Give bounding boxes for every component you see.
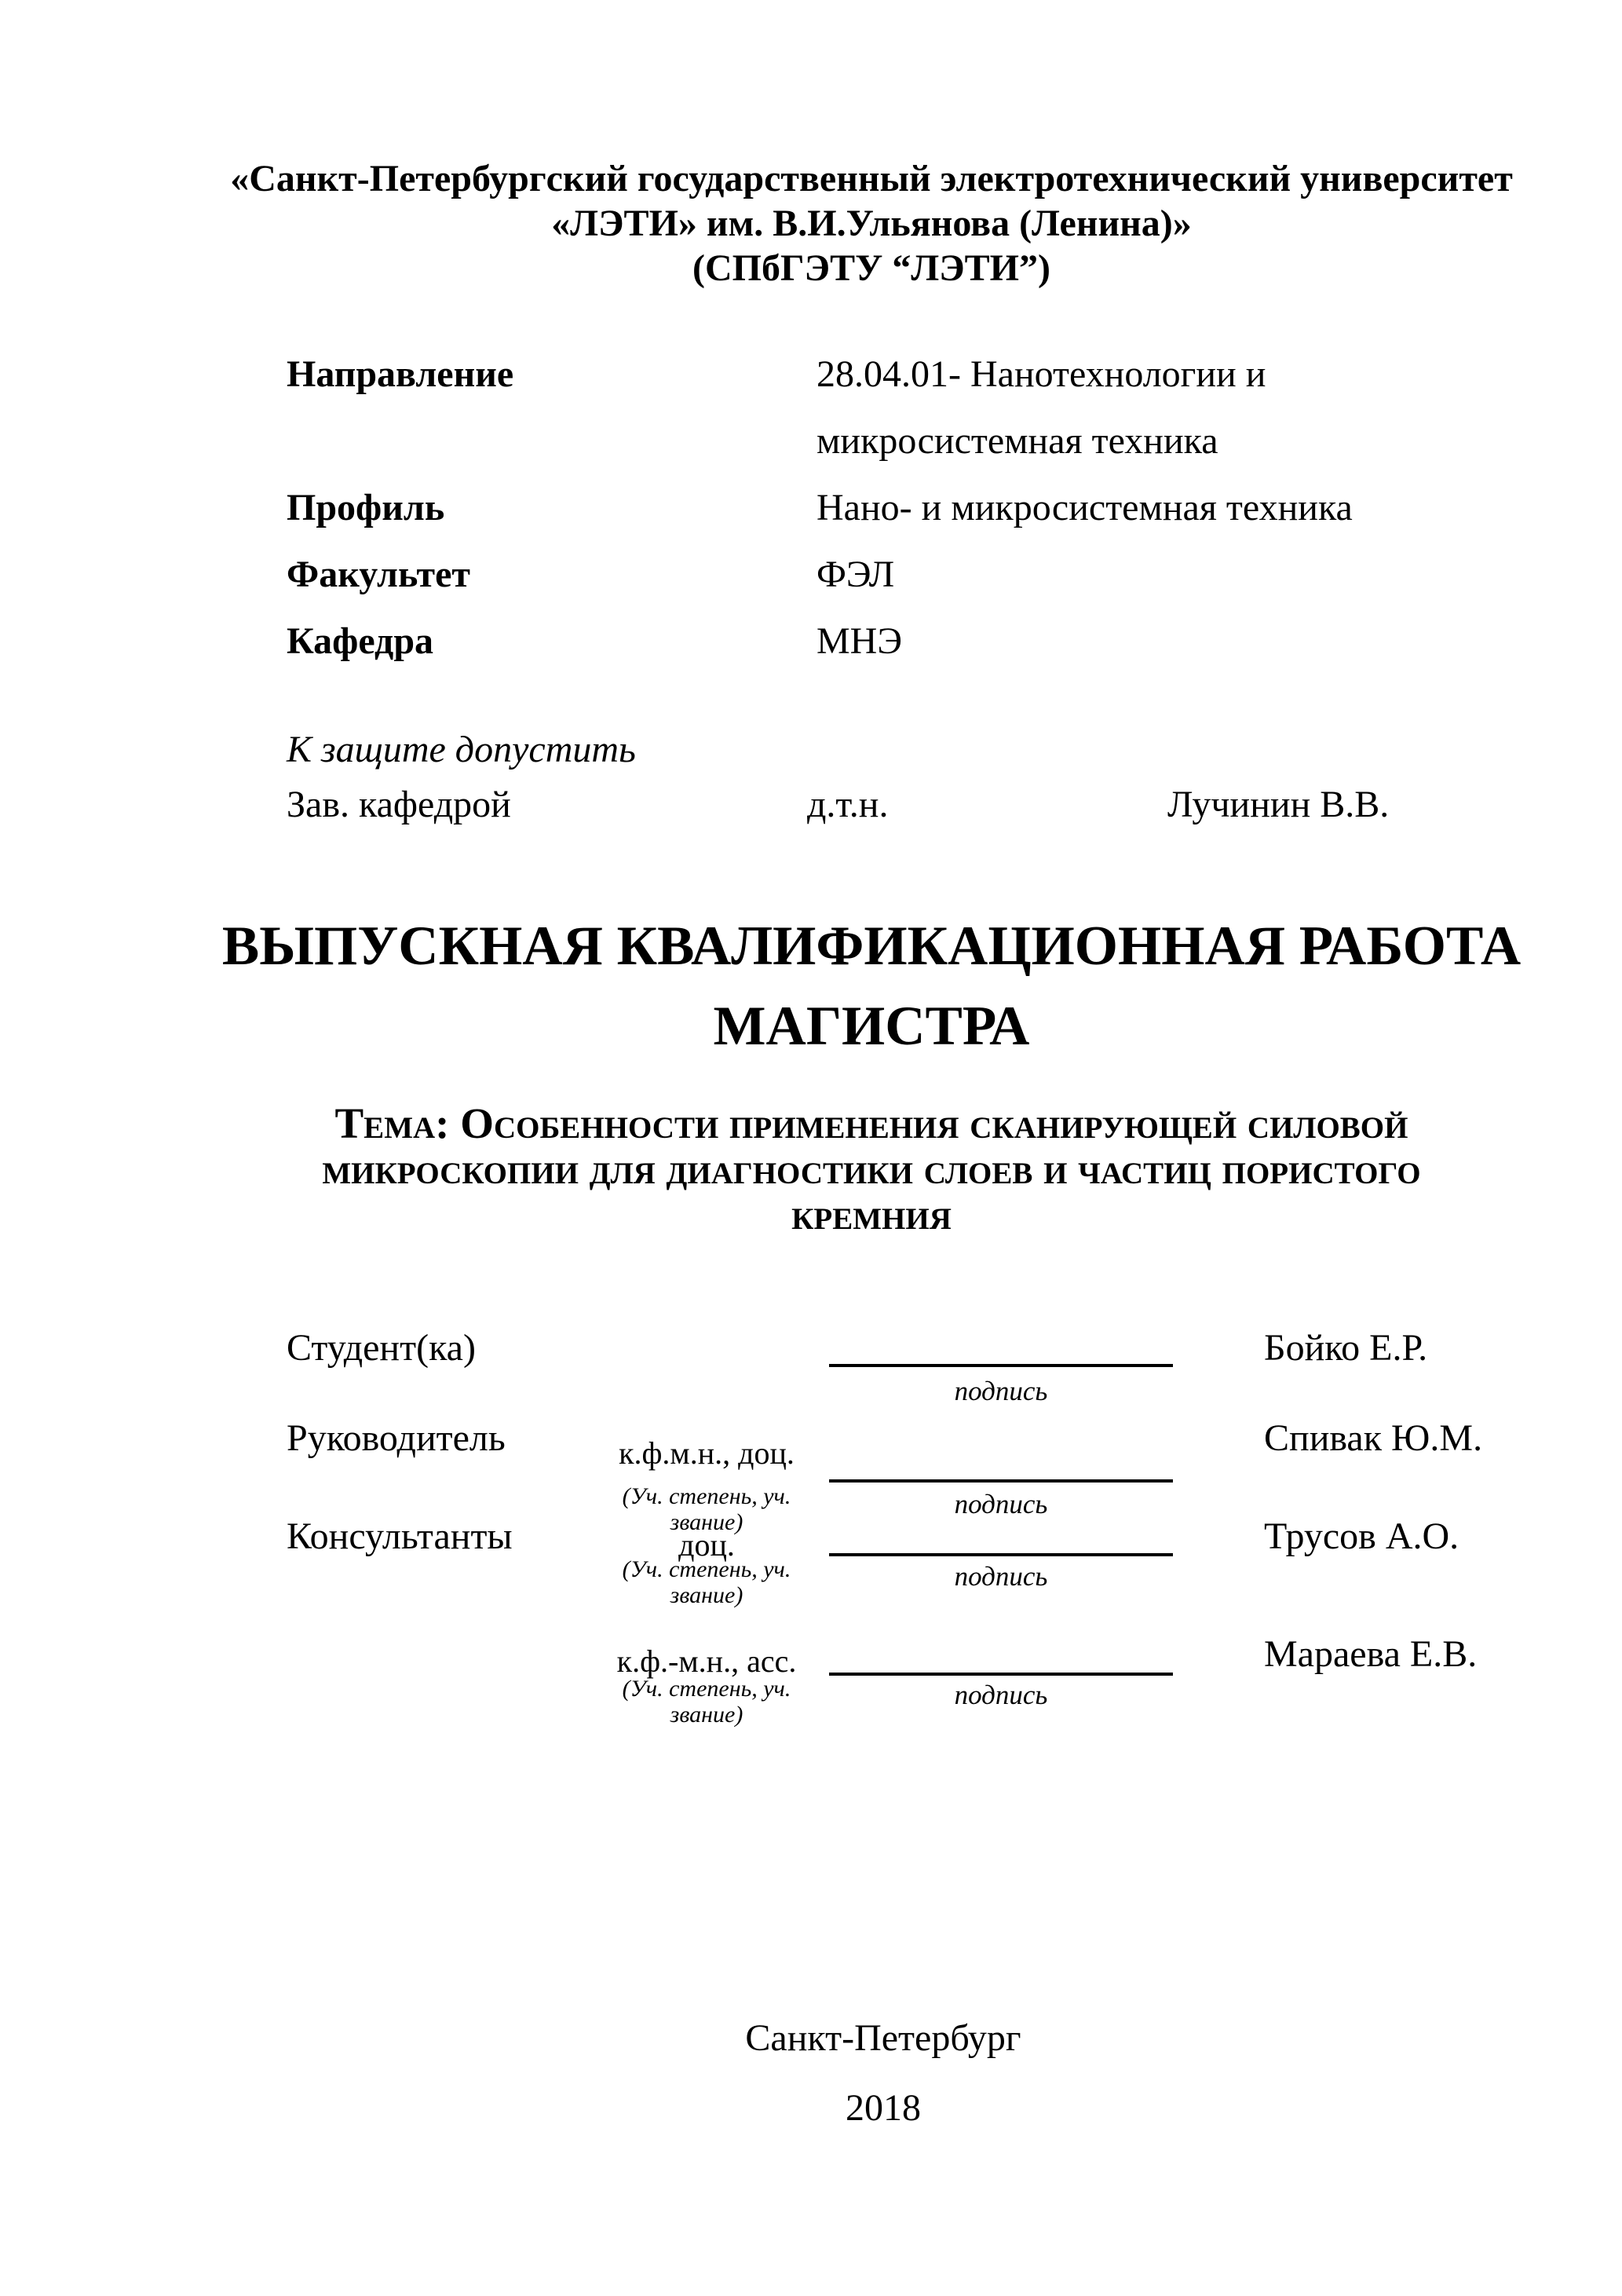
work-title-line1: ВЫПУСКНАЯ КВАЛИФИКАЦИОННАЯ РАБОТА	[221, 916, 1522, 977]
university-header	[141, 156, 1602, 291]
student-name: Бойко Е.Р.	[1264, 1327, 1428, 1369]
consultant1-signature-line	[829, 1553, 1173, 1556]
student-signature-line	[829, 1364, 1173, 1367]
university-name-line1: «Санкт-Петербургский государственный электротехнический университет	[230, 158, 1513, 199]
consultant2-signature-caption: подпись	[954, 1680, 1048, 1710]
supervisor-name: Спивак Ю.М.	[1264, 1417, 1483, 1459]
footer-city: Санкт-Петербург	[745, 2017, 1021, 2059]
consultant2-degree-caption: (Уч. степень, уч. звание)	[622, 1676, 791, 1727]
profile-label: Профиль	[287, 487, 445, 528]
theme-line1: Тема: Особенности применения сканирующей силовой	[334, 1099, 1408, 1147]
direction-value-line1: 28.04.01- Нанотехнологии и	[816, 353, 1266, 395]
department-label: Кафедра	[287, 620, 434, 662]
student-signature-caption: подпись	[954, 1376, 1048, 1406]
university-name-line2: «ЛЭТИ» им. В.И.Ульянова (Ленина)»	[551, 203, 1192, 244]
consultant1-signature-caption: подпись	[954, 1561, 1048, 1592]
direction-value-line2: микросистемная техника	[816, 420, 1218, 462]
theme-block	[141, 1101, 1602, 1238]
university-abbreviation: (СПбГЭТУ “ЛЭТИ”)	[692, 247, 1050, 289]
supervisor-degree-caption: (Уч. степень, уч. звание)	[622, 1483, 791, 1535]
profile-value: Нано- и микросистемная техника	[816, 487, 1353, 528]
department-head-label: Зав. кафедрой	[287, 784, 511, 825]
supervisor-signature-line	[829, 1479, 1173, 1483]
consultant1-degree-caption: (Уч. степень, уч. звание)	[622, 1556, 791, 1608]
theme-line2: микроскопии для диагностики слоев и частиц пористого	[322, 1145, 1421, 1193]
department-head-degree: д.т.н.	[807, 784, 889, 825]
admission-permit-line: К защите допустить	[287, 729, 636, 770]
supervisor-degree: к.ф.м.н., доц.	[619, 1435, 795, 1471]
faculty-label: Факультет	[287, 554, 470, 595]
department-value: МНЭ	[816, 620, 903, 662]
consultant1-degree: доц.	[678, 1527, 735, 1563]
faculty-value: ФЭЛ	[816, 554, 895, 595]
footer-year: 2018	[846, 2087, 921, 2129]
consultant2-degree: к.ф.-м.н., асс.	[616, 1643, 797, 1679]
direction-label: Направление	[287, 353, 514, 395]
department-head-name: Лучинин В.В.	[1167, 784, 1390, 825]
student-role-label: Студент(ка)	[287, 1327, 476, 1369]
supervisor-role-label: Руководитель	[287, 1417, 506, 1459]
consultant1-name: Трусов А.О.	[1264, 1515, 1459, 1557]
theme-line3: кремния	[791, 1190, 952, 1238]
work-title-line2: МАГИСТРА	[713, 996, 1030, 1057]
work-title	[141, 906, 1602, 1066]
consultant2-name: Мараева Е.В.	[1264, 1633, 1478, 1675]
supervisor-signature-caption: подпись	[954, 1489, 1048, 1519]
consultants-role-label: Консультанты	[287, 1515, 513, 1557]
consultant2-signature-line	[829, 1673, 1173, 1676]
